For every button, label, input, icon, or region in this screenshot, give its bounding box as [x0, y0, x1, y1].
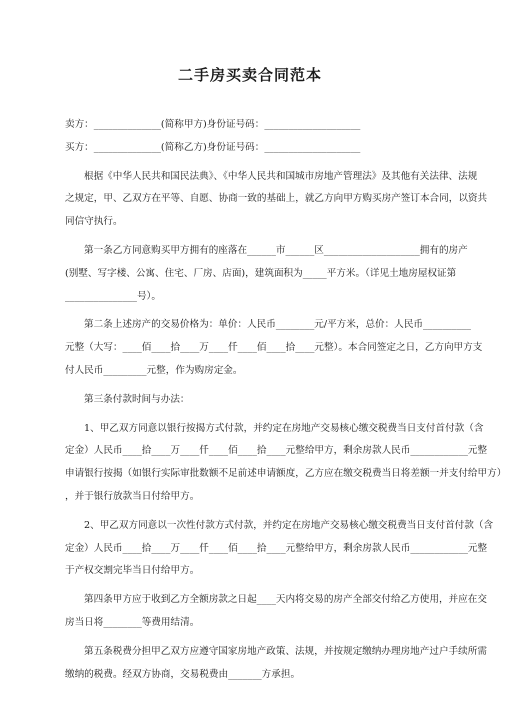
document-title: 二手房买卖合同范本	[177, 66, 322, 84]
article-4	[65, 589, 487, 635]
intro-paragraph	[65, 166, 488, 234]
seller-line-text: 卖方：______________(简称甲方)身份证号码：____________________	[65, 119, 361, 130]
article-2-line: 付人民币_________元整，作为购房定金。	[65, 364, 243, 376]
article-5-line: 缴纳的税费。经双方协商，交易税费由_______方承担。	[65, 668, 301, 680]
article-3-title	[65, 389, 443, 412]
article-1-line: 第一条乙方同意购买甲方拥有的座落在______市______区____________________拥有的房产	[84, 244, 468, 256]
article-3-item-1-line: ，并于银行放款当日付给甲方。	[65, 490, 200, 502]
article-3-item-1-line: 申请银行按揭（如银行实际审批数额不足前述申请额度，乙方应在缴交税费当日将差额一并支付给甲方）	[65, 468, 506, 480]
article-1-line: _______________号）。	[65, 290, 161, 302]
seller-line	[65, 114, 443, 137]
document-body	[65, 114, 506, 686]
intro-line: 之规定，甲、乙双方在平等、自愿、协商一致的基础上，就乙方向甲方购买房产签订本合同，以资共	[65, 193, 488, 205]
article-5-line: 第五条税费分担甲乙双方应遵守国家房地产政策、法规，并按规定缴纳办理房地产过户手续所需	[84, 645, 487, 657]
article-2-line: 元整（大写：____佰____拾____万____仟____佰____拾____元整）。本合同签定之日，乙方向甲方支	[65, 342, 483, 354]
intro-line: 同信守执行。	[65, 216, 123, 228]
article-3-item-2-line: 于产权交割完毕当日付给甲方。	[65, 565, 200, 577]
article-4-line: 第四条甲方应于收到乙方全额房款之日起____天内将交易的房产全部交付给乙方使用，并应在交	[84, 594, 487, 606]
intro-line: 根据《中华人民共和国民法典》、《中华人民共和国城市房地产管理法》及其他有关法律、法规	[84, 170, 478, 182]
buyer-line	[65, 137, 443, 160]
article-1	[65, 240, 468, 308]
article-4-line: 房当日将________等费用结清。	[65, 616, 200, 628]
article-2-line: 第二条上述房产的交易价格为：单价：人民币________元/平方米，总价：人民币__________	[84, 319, 471, 331]
article-3-item-2-line: 2、甲乙双方同意以一次性付款方式付款，并约定在房地产交易核心缴交税费当日支付首付款（含	[84, 519, 494, 531]
article-3-item-1-line: 定金）人民币____拾____万____仟____佰____拾____元整给甲方，剩余房款人民币____________元整	[65, 445, 488, 457]
article-3-item-2-line: 定金）人民币____拾____万____仟____佰____拾____元整给甲方，剩余房款人民币____________元整	[65, 542, 488, 554]
buyer-line-text: 买方：______________(简称乙方)身份证号码：____________________	[65, 141, 361, 153]
article-3-item-1-line: 1、甲乙双方同意以银行按揭方式付款，并约定在房地产交易核心缴交税费当日支付首付款（含	[84, 422, 484, 434]
article-3-item-1	[65, 418, 506, 509]
article-3-item-2	[65, 515, 494, 583]
article-5	[65, 641, 487, 687]
article-1-line: (别墅、写字楼、公寓、住宅、厂房、店面)，建筑面积为_____平方米。（详见土地房屋权证第	[65, 267, 457, 279]
article-3-title-text: 第三条付款时间与办法：	[84, 393, 190, 405]
article-2	[65, 314, 483, 382]
